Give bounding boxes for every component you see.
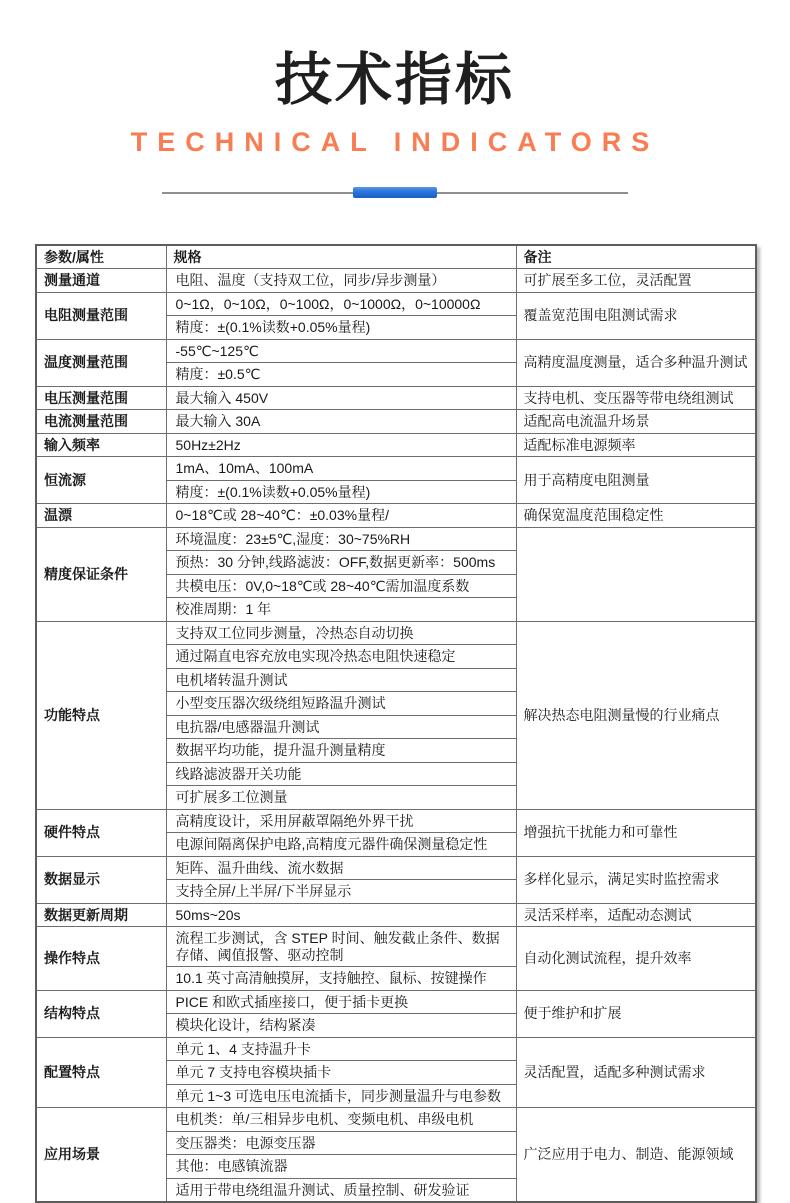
note-cell	[516, 527, 756, 621]
param-cell: 配置特点	[36, 1037, 166, 1108]
note-cell: 灵活采样率，适配动态测试	[516, 903, 756, 927]
param-cell: 精度保证条件	[36, 527, 166, 621]
spec-cell: 支持全屏/上半屏/下半屏显示	[166, 880, 516, 904]
spec-cell: 矩阵、温升曲线、流水数据	[166, 856, 516, 880]
table-row	[36, 527, 756, 551]
param-cell: 结构特点	[36, 990, 166, 1037]
page-header	[0, 0, 790, 199]
note-cell: 解决热态电阻测量慢的行业痛点	[516, 621, 756, 809]
table-row	[36, 927, 756, 967]
table-row	[36, 809, 756, 833]
spec-cell: 1mA、10mA、100mA	[166, 457, 516, 481]
table-row	[36, 856, 756, 880]
table-row	[36, 339, 756, 363]
spec-cell: 电源间隔离保护电路,高精度元器件确保测量稳定性	[166, 833, 516, 857]
spec-cell: 流程工步测试，含 STEP 时间、触发截止条件、数据存储、阈值报警、驱动控制	[166, 927, 516, 967]
param-cell: 数据显示	[36, 856, 166, 903]
header-cell-spec: 规格	[166, 245, 516, 269]
spec-cell: 通过隔直电容充放电实现冷热态电阻快速稳定	[166, 645, 516, 669]
table-row	[36, 504, 756, 528]
spec-cell: 精度：±0.5℃	[166, 363, 516, 387]
spec-cell: 预热：30 分钟,线路滤波：OFF,数据更新率：500ms	[166, 551, 516, 575]
spec-cell: 单元 1、4 支持温升卡	[166, 1037, 516, 1061]
spec-cell: 50Hz±2Hz	[166, 433, 516, 457]
param-cell: 应用场景	[36, 1108, 166, 1203]
spec-cell: 环境温度：23±5℃,湿度：30~75%RH	[166, 527, 516, 551]
spec-cell: -55℃~125℃	[166, 339, 516, 363]
spec-cell: 电阻、温度（支持双工位，同步/异步测量）	[166, 269, 516, 293]
spec-cell: 小型变压器次级绕组短路温升测试	[166, 692, 516, 716]
note-cell: 适配标准电源频率	[516, 433, 756, 457]
param-cell: 测量通道	[36, 269, 166, 293]
table-row	[36, 903, 756, 927]
spec-cell: 0~18℃或 28~40℃：±0.03%量程/	[166, 504, 516, 528]
note-cell: 广泛应用于电力、制造、能源领域	[516, 1108, 756, 1203]
note-cell: 多样化显示，满足实时监控需求	[516, 856, 756, 903]
spec-cell: 10.1 英寸高清触摸屏，支持触控、鼠标、按键操作	[166, 967, 516, 991]
spec-cell: 单元 7 支持电容模块插卡	[166, 1061, 516, 1085]
table-row	[36, 457, 756, 481]
spec-cell: 支持双工位同步测量，冷热态自动切换	[166, 621, 516, 645]
table-row	[36, 1108, 756, 1132]
divider-accent-bar	[353, 187, 437, 198]
divider-line-right	[437, 192, 628, 194]
spec-cell: 精度：±(0.1%读数+0.05%量程)	[166, 480, 516, 504]
table-row	[36, 386, 756, 410]
param-cell: 操作特点	[36, 927, 166, 991]
divider-line-left	[162, 192, 353, 194]
note-cell: 覆盖宽范围电阻测试需求	[516, 292, 756, 339]
spec-cell: 数据平均功能，提升温升测量精度	[166, 739, 516, 763]
note-cell: 确保宽温度范围稳定性	[516, 504, 756, 528]
note-cell: 灵活配置，适配多种测试需求	[516, 1037, 756, 1108]
spec-cell: 其他：电感镇流器	[166, 1155, 516, 1179]
param-cell: 输入频率	[36, 433, 166, 457]
param-cell: 温度测量范围	[36, 339, 166, 386]
param-cell: 硬件特点	[36, 809, 166, 856]
spec-table-container	[35, 244, 790, 1203]
spec-table	[35, 244, 757, 1203]
table-row	[36, 1037, 756, 1061]
spec-cell: 电机类：单/三相异步电机、变频电机、串级电机	[166, 1108, 516, 1132]
table-row	[36, 269, 756, 293]
spec-table-head	[36, 245, 756, 269]
note-cell: 高精度温度测量，适合多种温升测试	[516, 339, 756, 386]
param-cell: 电阻测量范围	[36, 292, 166, 339]
header-row	[36, 245, 756, 269]
table-row	[36, 990, 756, 1014]
spec-cell: 线路滤波器开关功能	[166, 762, 516, 786]
param-cell: 数据更新周期	[36, 903, 166, 927]
spec-cell: 单元 1~3 可选电压电流插卡，同步测量温升与电参数	[166, 1084, 516, 1108]
note-cell: 适配高电流温升场景	[516, 410, 756, 434]
page-subtitle: TECHNICAL INDICATORS	[130, 126, 660, 157]
section-divider	[162, 187, 628, 199]
header-cell-note: 备注	[516, 245, 756, 269]
table-row	[36, 433, 756, 457]
spec-cell: 最大输入 450V	[166, 386, 516, 410]
spec-table-body	[36, 269, 756, 1203]
note-cell: 便于维护和扩展	[516, 990, 756, 1037]
header-cell-param: 参数/属性	[36, 245, 166, 269]
spec-cell: 0~1Ω，0~10Ω，0~100Ω，0~1000Ω，0~10000Ω	[166, 292, 516, 316]
spec-cell: 适用于带电绕组温升测试、质量控制、研发验证	[166, 1178, 516, 1202]
note-cell: 支持电机、变压器等带电绕组测试	[516, 386, 756, 410]
note-cell: 增强抗干扰能力和可靠性	[516, 809, 756, 856]
param-cell: 电流测量范围	[36, 410, 166, 434]
spec-cell: 变压器类：电源变压器	[166, 1131, 516, 1155]
param-cell: 功能特点	[36, 621, 166, 809]
table-row	[36, 621, 756, 645]
spec-cell: 50ms~20s	[166, 903, 516, 927]
param-cell: 温漂	[36, 504, 166, 528]
spec-cell: 最大输入 30A	[166, 410, 516, 434]
spec-cell: 高精度设计，采用屏蔽罩隔绝外界干扰	[166, 809, 516, 833]
spec-cell: 共模电压：0V,0~18℃或 28~40℃需加温度系数	[166, 574, 516, 598]
table-row	[36, 410, 756, 434]
param-cell: 恒流源	[36, 457, 166, 504]
note-cell: 用于高精度电阻测量	[516, 457, 756, 504]
spec-cell: 电抗器/电感器温升测试	[166, 715, 516, 739]
page-title: 技术指标	[275, 48, 515, 112]
spec-cell: 可扩展多工位测量	[166, 786, 516, 810]
table-row	[36, 292, 756, 316]
param-cell: 电压测量范围	[36, 386, 166, 410]
note-cell: 自动化测试流程，提升效率	[516, 927, 756, 991]
spec-cell: 精度：±(0.1%读数+0.05%量程)	[166, 316, 516, 340]
spec-cell: 电机堵转温升测试	[166, 668, 516, 692]
note-cell: 可扩展至多工位，灵活配置	[516, 269, 756, 293]
spec-cell: PICE 和欧式插座接口，便于插卡更换	[166, 990, 516, 1014]
spec-cell: 校准周期：1 年	[166, 598, 516, 622]
spec-cell: 模块化设计，结构紧凑	[166, 1014, 516, 1038]
